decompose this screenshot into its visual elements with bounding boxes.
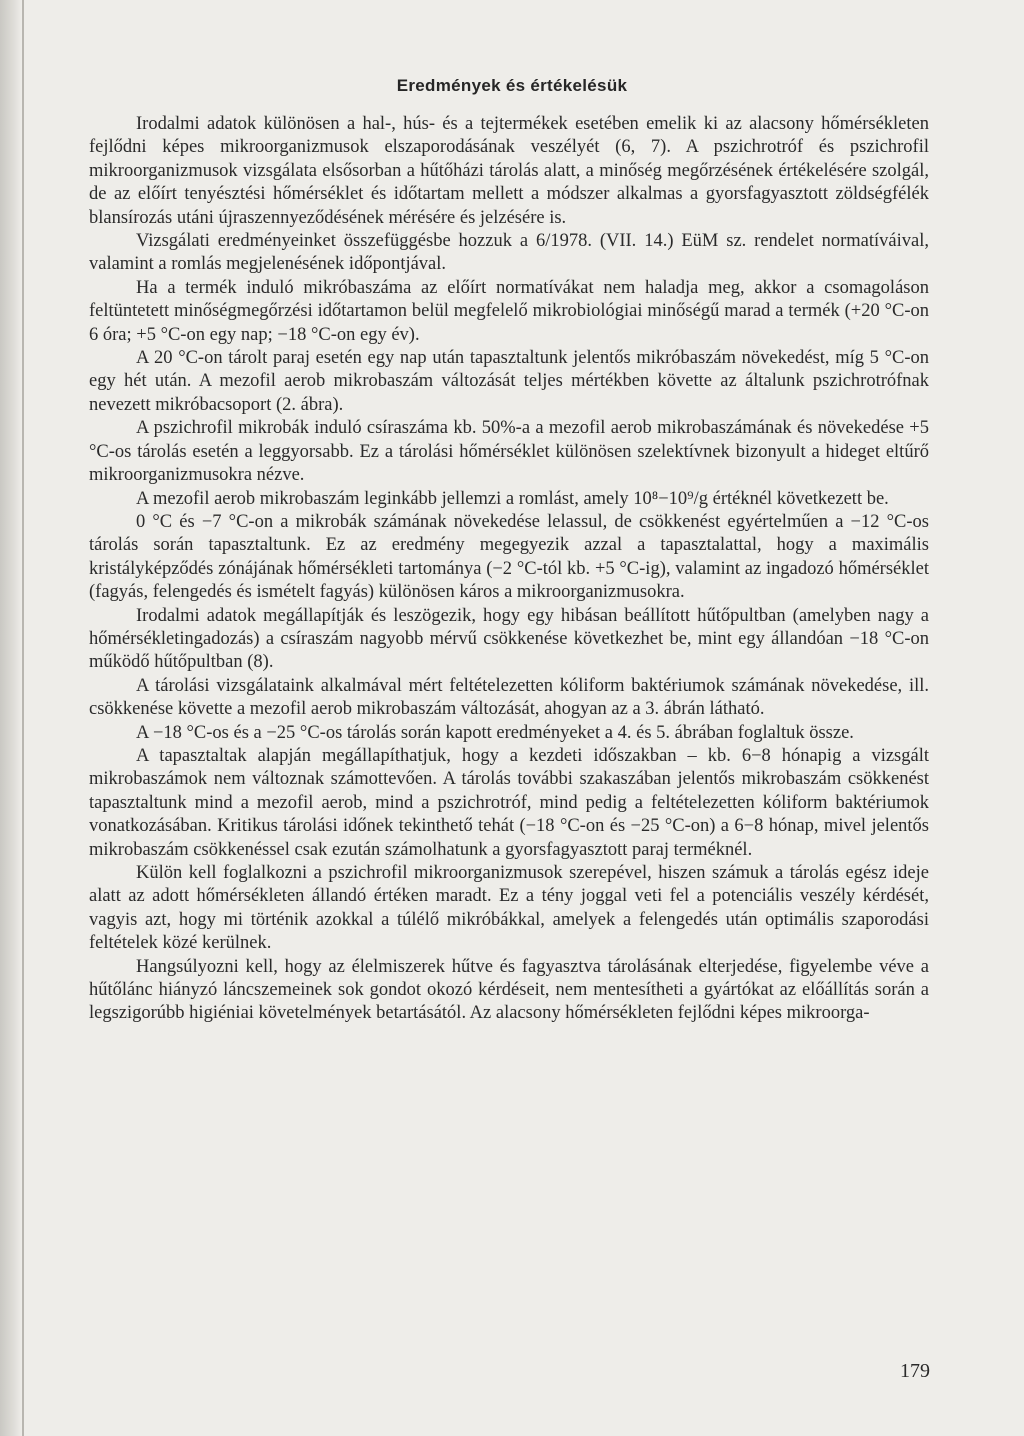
paragraph: A −18 °C-os és a −25 °C-os tárolás során kapott eredményeket a 4. és 5. ábrában foglaltuk össze.: [136, 722, 854, 743]
section-heading: Eredmények és értékelésük: [396, 76, 628, 95]
paragraph: A tapasztaltak alapján megállapíthatjuk, hogy a kezdeti időszakban – kb. 6−8 hónapig a vizsgált mikrobaszámok nem változnak számottevően. A tárolás további szakaszában jelentős mikrobaszám csökkenést tapasztaltunk mind a mezofil aerob, mind a pszichrotróf, mind pedig a feltételezetten kóliform baktériumok vonatkozásában. Kritikus tárolási időnek tekinthető tehát (−18 °C-on és −25 °C-on) a 6−8 hónap, mivel jelentős mikrobaszám csökkenéssel csak ezután számolhatunk a gyorsfagyasztott paraj terméknél.: [89, 745, 929, 860]
paragraph: Irodalmi adatok különösen a hal-, hús- és a tejtermékek esetében emelik ki az alacsony hőmérsékleten fejlődni képes mikroorganizmusok elszaporodásának veszélyét (6, 7). A pszichrotróf és pszichrofil mikroorganizmusok vizsgálata elsősorban a hűtőházi tárolás alatt, a minőség megőrzésének értékelésére szolgál, de az előírt tenyésztési hőmérséklet és időtartam mellett a módszer alkalmas a gyorsfagyasztott zöldségfélék blansírozás utáni újraszennyeződésének mérésére és jelzésére is.: [89, 114, 929, 228]
paragraph: Külön kell foglalkozni a pszichrofil mikroorganizmusok szerepével, hiszen számuk a tárolás egész ideje alatt az adott hőmérsékleten állandó értéken maradt. Ez a tény joggal veti fel a potenciális veszély kérdését, vagyis azt, hogy mi történik azokkal a túlélő mikróbákkal, amelyek a felengedés után optimális szaporodási feltételek közé kerülnek.: [89, 863, 929, 954]
paragraph: A pszichrofil mikrobák induló csíraszáma kb. 50%-a a mezofil aerob mikrobaszámának és növekedése +5 °C-os tárolás esetén a leggyorsabb. Ez a tárolási hőmérséklet különösen szelektívnek bizonyult a hideget eltűrő mikroorganizmusokra nézve.: [89, 418, 929, 486]
paragraph: Irodalmi adatok megállapítják és leszögezik, hogy egy hibásan beállított hűtőpultban (amelyben nagy a hőmérsékletingadozás) a csíraszám nagyobb mérvű csökkenése következhet be, mint egy állandóan −18 °C-on működő hűtőpultban (8).: [89, 605, 929, 673]
paragraph: Hangsúlyozni kell, hogy az élelmiszerek hűtve és fagyasztva tárolásának elterjedése, figyelembe véve a hűtőlánc hiányzó láncszemeinek sok gondot okozó kérdéseit, nem mentesítheti a gyártókat az előállítás során a legszigorúbb higiéniai követelmények betartásától. Az alacsony hőmérsékleten fejlődni képes mikroorga-: [89, 956, 929, 1024]
paragraph: A mezofil aerob mikrobaszám leginkább jellemzi a romlást, amely 10⁸−10⁹/g értéknél következett be.: [136, 488, 889, 509]
binding-line: [22, 0, 24, 1436]
paragraph: A 20 °C-on tárolt paraj esetén egy nap után tapasztaltunk jelentős mikróbaszám növekedést, míg 5 °C-on egy hét után. A mezofil aerob mikrobaszám változását teljes mértékben követte az általunk pszichrotrófnak nevezett mikróbacsoport (2. ábra).: [89, 348, 929, 415]
page-number: 179: [900, 1360, 930, 1382]
page-binding-edge: [0, 0, 22, 1436]
paragraph: Vizsgálati eredményeinket összefüggésbe hozzuk a 6/1978. (VII. 14.) EüM sz. rendelet normatíváival, valamint a romlás megjelenésének időpontjával.: [89, 231, 929, 275]
paragraph: A tárolási vizsgálataink alkalmával mért feltételezetten kóliform baktériumok számának növekedése, ill. csökkenése követte a mezofil aerob mikrobaszám változását, ahogyan az a 3. ábrán látható.: [89, 675, 929, 720]
paragraph: 0 °C és −7 °C-on a mikrobák számának növekedése lelassul, de csökkenést egyértelműen a −12 °C-os tárolás során tapasztaltunk. Ez az eredmény megegyezik azzal a tapasztalattal, hogy a maximális kristályképződés zónájának hőmérsékleti tartománya (−2 °C-tól kb. +5 °C-ig), valamint az ingadozó hőmérséklet (fagyás, felengedés és ismételt fagyás) különösen káros a mikroorganizmusokra.: [89, 511, 929, 603]
body-text: [89, 113, 929, 1026]
paragraph: Ha a termék induló mikróbaszáma az előírt normatívákat nem haladja meg, akkor a csomagoláson feltüntetett minőségmegőrzési időtartamon belül megfelelő mikrobiológiai minőségű marad a termék (+20 °C-on 6 óra; +5 °C-on egy nap; −18 °C-on egy év).: [89, 277, 929, 345]
